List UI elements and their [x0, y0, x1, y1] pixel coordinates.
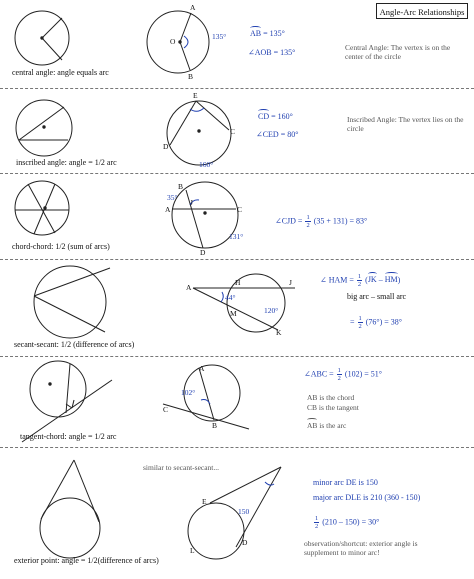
exterior-formula: $\frac{1}{2}$ (210 – 150) = 30°	[315, 515, 380, 530]
inscribed-angle-small-diagram	[16, 100, 72, 156]
arc-measure-label: 35°	[167, 193, 178, 202]
page-title: Angle-Arc Relationships	[376, 3, 468, 19]
arc-measure-label: 135°	[212, 32, 227, 41]
observation-note: observation/shortcut: exterior angle is supplement to minor arc!	[304, 539, 418, 557]
similar-note: similar to secant-secant...	[143, 463, 220, 472]
chord-chord-caption: chord-chord: 1/2 (sum of arcs)	[12, 242, 110, 251]
central-angle-caption: central angle: angle equals arc	[12, 68, 109, 77]
point-label-h: H	[235, 278, 241, 287]
tangent-chord-small-diagram	[22, 361, 112, 442]
point-label-e: E	[193, 91, 198, 100]
central-arc-formula: AB = 135°	[250, 29, 285, 38]
tangent-note-tangent: CB is the tangent	[307, 403, 359, 412]
inscribed-angle-diagram	[167, 101, 231, 165]
secant-result-formula: = $\frac{1}{2}$ (76°) = 38°	[350, 315, 403, 330]
arc-measure-label: 120°	[264, 306, 279, 315]
secant-note: big arc – small arc	[347, 292, 407, 301]
point-label-d: D	[163, 142, 169, 151]
minor-arc-note: minor arc DE is 150	[313, 478, 378, 487]
point-label-e: E	[202, 497, 207, 506]
exterior-point-small-diagram	[40, 460, 100, 558]
central-angle-note: Central Angle: The vertex is on the center of the circle	[345, 43, 451, 61]
secant-secant-caption: secant-secant: 1/2 (difference of arcs)	[14, 340, 135, 349]
point-label-b: B	[178, 182, 184, 191]
point-label-m: M	[230, 309, 237, 318]
point-label-k: K	[276, 328, 282, 337]
inscribed-angle-note: Inscribed Angle: The vertex lies on the circle	[347, 115, 464, 133]
central-angle-formula: ∠AOB = 135°	[248, 48, 296, 57]
point-label-d: D	[242, 538, 248, 547]
exterior-point-diagram	[188, 467, 281, 559]
point-label-j: J	[190, 198, 193, 207]
angle-measure-label: 44°	[225, 293, 236, 302]
secant-secant-diagram	[193, 274, 295, 332]
tangent-note-chord: AB is the chord	[307, 393, 355, 402]
point-label-c: C	[237, 205, 243, 214]
central-angle-diagram	[147, 11, 209, 73]
inscribed-angle-formula: ∠CED = 80°	[256, 130, 299, 139]
central-angle-small-diagram	[15, 11, 69, 65]
point-label-a: A	[165, 205, 171, 214]
secant-secant-small-diagram	[34, 266, 110, 338]
arc-measure-label: 131°	[229, 232, 244, 241]
point-label-b: B	[212, 421, 218, 430]
arc-measure-label: 150	[238, 507, 250, 516]
arc-measure-label: 160°	[199, 160, 214, 169]
point-label-l: L	[190, 546, 195, 555]
chord-chord-small-diagram	[15, 181, 69, 235]
point-label-o: O	[170, 37, 176, 46]
inscribed-arc-formula: CD = 160°	[258, 112, 293, 121]
point-label-j: J	[289, 278, 292, 287]
tangent-note-arc: AB is the arc	[307, 421, 347, 430]
tangent-chord-formula: ∠ABC = $\frac{1}{2}$ (102) = 51°	[304, 367, 382, 382]
point-label-c: C	[230, 127, 236, 136]
exterior-point-caption: exterior point: angle = 1/2(difference of arcs)	[14, 556, 159, 565]
inscribed-angle-caption: inscribed angle: angle = 1/2 arc	[16, 158, 117, 167]
tangent-chord-diagram	[163, 365, 249, 429]
point-label-a: A	[190, 3, 196, 12]
point-label-a: A	[199, 364, 205, 373]
major-arc-note: major arc DLE is 210 (360 - 150)	[313, 493, 421, 502]
arc-measure-label: 102°	[181, 388, 196, 397]
point-label-a: A	[186, 283, 192, 292]
chord-chord-formula: ∠CJD = $\frac{1}{2}$ (35 + 131) = 83°	[275, 214, 368, 229]
point-label-b: B	[188, 72, 194, 81]
tangent-chord-caption: tangent-chord: angle = 1/2 arc	[20, 432, 117, 441]
secant-formula: ∠ HAM = $\frac{1}{2}$ (JK – HM)	[320, 273, 401, 288]
point-label-c: C	[163, 405, 169, 414]
point-label-d: D	[200, 248, 206, 257]
